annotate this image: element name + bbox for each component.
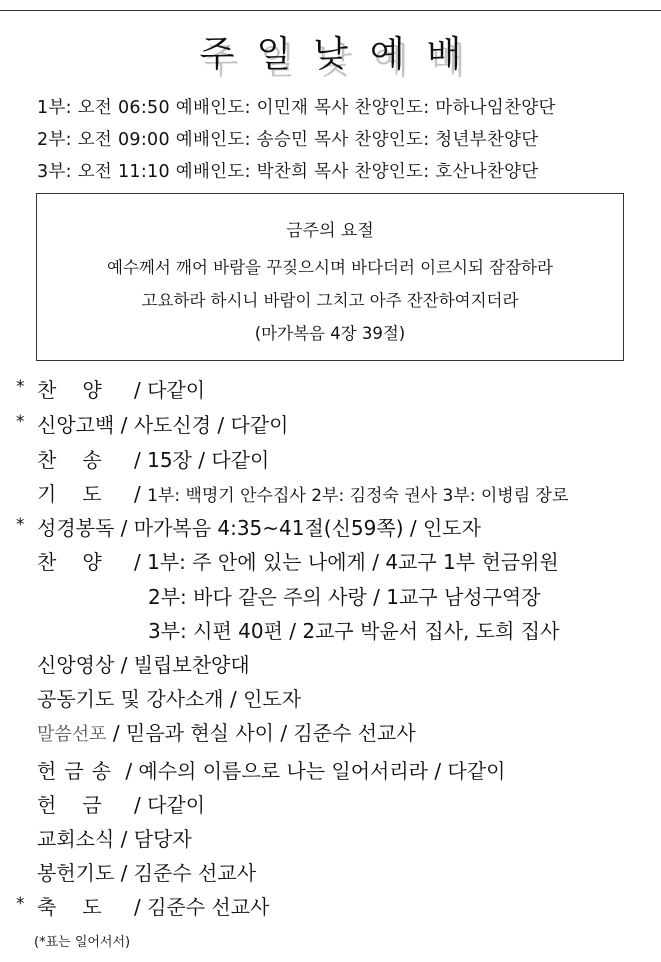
order-benediction — [0, 891, 661, 921]
order-dedication — [0, 857, 661, 887]
item-text: / 김준수 선교사 — [127, 895, 270, 919]
memory-verse-box — [36, 193, 624, 361]
order-joint-prayer — [0, 683, 661, 713]
service-3: 3부: 오전 11:10 예배인도: 박찬희 목사 찬양인도: 호산나찬양단 — [37, 162, 539, 182]
item-text: / 다같이 — [127, 378, 206, 402]
order-video — [0, 649, 661, 679]
item-label: 축도 — [37, 895, 128, 919]
standing-marker: * — [16, 412, 25, 432]
order-scripture — [0, 512, 661, 542]
item-label: 신앙고백 — [37, 413, 115, 437]
item-label: 찬양 — [37, 550, 128, 574]
order-praise-2-line-2 — [0, 581, 661, 611]
order-praise-1 — [0, 374, 661, 404]
verse-line-1: 예수께서 깨어 바람을 꾸짖으시며 바다더러 이르시되 잠잠하라 — [107, 258, 553, 277]
footnote: (*표는 일어서서) — [34, 935, 131, 950]
service-2: 2부: 오전 09:00 예배인도: 송승민 목사 찬양인도: 청년부찬양단 — [37, 130, 539, 150]
item-label: 헌금송 — [37, 759, 119, 783]
order-offering — [0, 789, 661, 819]
standing-marker: * — [16, 515, 25, 535]
verse-reference: (마가복음 4장 39절) — [254, 324, 406, 343]
order-praise-2 — [0, 546, 661, 576]
item-label: 찬송 — [37, 448, 128, 472]
order-sermon — [0, 717, 661, 747]
item-label: 찬양 — [37, 378, 128, 402]
item-label: 봉헌기도 — [37, 861, 115, 885]
item-label: 성경봉독 — [37, 516, 115, 540]
standing-marker: * — [16, 894, 25, 914]
item-text: / 1부: 주 안에 있는 나에게 / 4교구 1부 헌금위원 — [127, 550, 559, 574]
item-text: / 인도자 — [223, 687, 302, 711]
order-creed — [0, 409, 661, 439]
verse-heading: 금주의 요절 — [286, 221, 374, 241]
item-text: 2부: 바다 같은 주의 사랑 / 1교구 남성구역장 — [148, 585, 541, 609]
item-text: / 15장 / 다같이 — [127, 448, 270, 472]
item-label: 말씀선포 — [37, 724, 107, 745]
item-label: 공동기도 및 강사소개 — [37, 687, 224, 711]
order-praise-2-line-3 — [0, 615, 661, 645]
item-text: / 다같이 — [127, 793, 206, 817]
verse-line-2: 고요하라 하시니 바람이 그치고 아주 잔잔하여지더라 — [141, 291, 519, 310]
item-text: / 김준수 선교사 — [114, 861, 257, 885]
service-1: 1부: 오전 06:50 예배인도: 이민재 목사 찬양인도: 마하나임찬양단 — [37, 98, 556, 118]
item-text: / 예수의 이름으로 나는 일어서리라 / 다같이 — [118, 759, 506, 783]
page-title: 주일낮예배 — [199, 34, 484, 75]
item-label: 헌금 — [37, 793, 128, 817]
title-area — [0, 26, 661, 76]
item-text: / 마가복음 4:35~41절(신59쪽) / 인도자 — [114, 516, 481, 540]
item-label: 신앙영상 — [37, 653, 115, 677]
item-text: / 믿음과 현실 사이 / 김준수 선교사 — [106, 721, 416, 745]
item-label: 교회소식 — [37, 827, 115, 851]
standing-marker: * — [16, 377, 25, 397]
order-hymn — [0, 444, 661, 474]
top-rule — [0, 10, 661, 11]
item-text: / 담당자 — [114, 827, 192, 851]
item-text: 3부: 시편 40편 / 2교구 박윤서 집사, 도희 집사 — [148, 619, 560, 643]
order-news — [0, 823, 661, 853]
order-prayer — [0, 478, 661, 508]
item-text: / 사도신경 / 다같이 — [114, 413, 289, 437]
prayer-detail: 1부: 백명기 안수집사 2부: 김정숙 권사 3부: 이병림 장로 — [147, 486, 569, 506]
order-offering-hymn — [0, 755, 661, 785]
item-text: / 빌립보찬양대 — [114, 653, 250, 677]
item-label: 기도 — [37, 482, 128, 506]
item-text: / — [127, 482, 148, 506]
